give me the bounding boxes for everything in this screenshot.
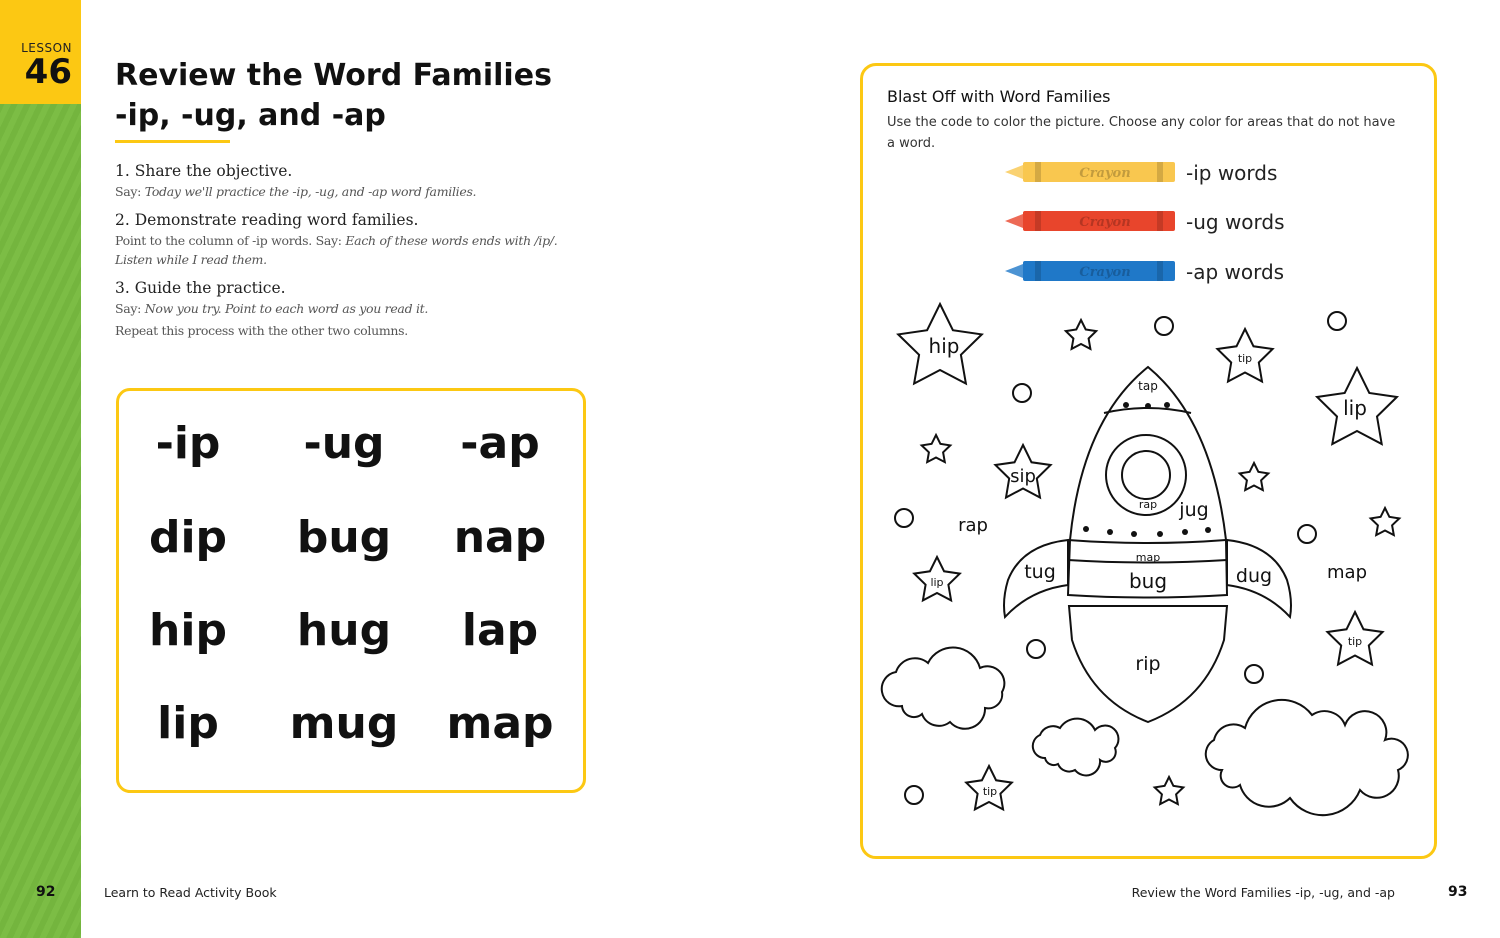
picture-word-jug: jug [1179,499,1209,521]
star-icon [1240,463,1269,490]
picture-word-star-lip1: lip [1343,396,1367,420]
color-key-label: -ap words [1186,260,1285,284]
word-cell: dip [148,512,228,563]
lesson-number: 46 [24,52,72,92]
step-prefix: Repeat this process with the other two columns. [115,323,408,338]
picture-word-star-hip: hip [928,334,960,358]
step-italic: Each of these words ends with /ip/. Listen while I read them. [115,233,558,267]
step-italic: Today we'll practice the -ip, -ug, and -ap word families. [144,184,477,199]
lesson-label: LESSON [21,41,72,55]
word-cell: lip [157,698,219,749]
picture-word-nose: tap [1138,379,1158,393]
crayon-text: Crayon [1079,265,1131,280]
cloud [882,648,1005,729]
word-cell: bug [296,512,392,563]
step-heading: 2. Demonstrate reading word families. [115,211,419,229]
crayon-text: Crayon [1079,166,1131,181]
word-cell: nap [453,512,547,563]
star-icon [1155,777,1184,804]
picture-word-star-tip1: tip [1237,352,1253,365]
rocket-window-inner [1122,451,1170,499]
circle-planet-icon [905,786,923,804]
word-cell: hug [296,605,392,656]
picture-word-body: bug [1128,569,1168,593]
star-icon [1066,320,1096,349]
activity-instructions: Use the code to color the picture. Choose any color for areas that do not have a word. [887,115,1396,151]
cloud [1206,700,1408,815]
circle-planet-icon [1013,384,1031,402]
cloud [1033,719,1119,776]
right-page-number: 93 [1448,884,1468,900]
picture-word-star-tip2: tip [1347,635,1363,648]
star-icon [922,435,951,462]
word-cell: mug [289,698,399,749]
picture-word-bottom: rip [1135,653,1161,675]
picture-word-star-tip3: tip [982,785,998,798]
left-running-title: Learn to Read Activity Book [104,885,277,900]
picture-word-window: rap [1138,498,1158,511]
title-line-2: -ip, -ug, and -ap [115,98,386,133]
step-heading: 1. Share the objective. [115,162,293,180]
color-key-label: -ip words [1186,161,1278,185]
right-running-title: Review the Word Families -ip, -ug, and -ap [1131,885,1395,900]
step-prefix: Say: [115,184,145,199]
circle-planet-icon [1155,317,1173,335]
picture-word-star-sip: sip [1010,466,1036,487]
circle-planet-icon [1027,640,1045,658]
picture-word-star-lip2: lip [930,576,944,589]
color-key-label: -ug words [1186,210,1285,234]
circle-planet-icon [1298,525,1316,543]
crayon-text: Crayon [1079,215,1131,230]
title-line-1: Review the Word Families [115,58,552,93]
word-cell: hip [149,605,227,656]
picture-word-left-fin: tug [1024,561,1056,583]
step-prefix: Say: [115,301,145,316]
circle-planet-icon [1245,665,1263,683]
picture-word-free-map: map [1327,562,1367,583]
picture-word-free-rap: rap [958,515,988,536]
word-family-header: -ap [460,418,540,469]
word-cell: map [446,698,554,749]
step-prefix: Point to the column of -ip words. Say: [115,233,346,248]
star-icon [1371,508,1400,535]
step-heading: 3. Guide the practice. [115,279,286,297]
left-page-number: 92 [36,884,56,900]
word-family-header: -ug [303,418,385,469]
step-italic: Now you try. Point to each word as you read it. [144,301,429,316]
picture-word-band: map [1135,551,1161,564]
circle-planet-icon [1328,312,1346,330]
word-family-header: -ip [155,418,221,469]
activity-title: Blast Off with Word Families [887,87,1111,106]
circle-planet-icon [895,509,913,527]
picture-word-right-fin: dug [1235,565,1273,587]
word-cell: lap [461,605,539,656]
